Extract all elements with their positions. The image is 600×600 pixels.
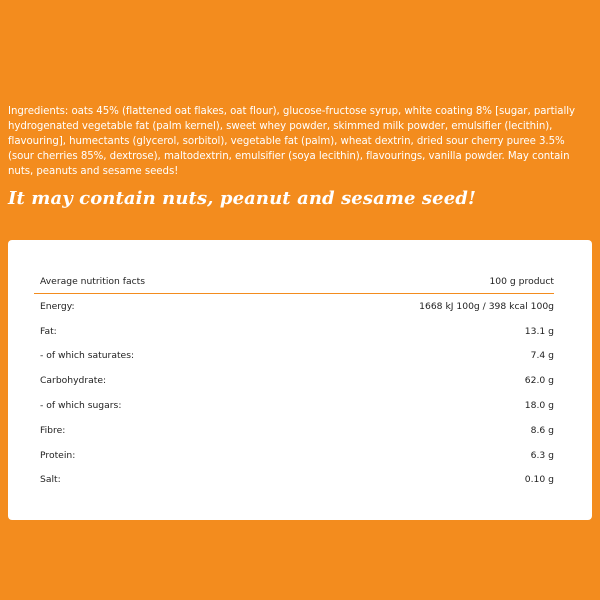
table-row-sugars	[34, 393, 554, 418]
table-row-saturates	[34, 344, 554, 369]
row-label: - of which saturates:	[40, 350, 135, 362]
table-row-fat	[34, 319, 554, 344]
ingredients-text: Ingredients: oats 45% (flattened oat flakes, oat flour), glucose-fructose syrup, white coating 8% [sugar, partially hydrogenated vegetable fat (palm kernel), sweet whey powder, skimmed milk powder, emulsifier (lecithin), flavouring], humectants (glycerol, sorbitol), vegetable fat (palm), wheat dextrin, dried sour cherry puree 3.5% (sour cherries 85%, dextrose), maltodextrin, emulsifier (soya lecithin), flavourings, vanilla powder. May contain nuts, peanuts and sesame seeds!	[8, 106, 576, 177]
row-label: - of which sugars:	[40, 400, 122, 412]
row-value: 0.10 g	[524, 474, 554, 486]
table-row-fibre	[34, 418, 554, 443]
row-label: Fat:	[40, 325, 57, 337]
row-value: 18.0 g	[524, 400, 554, 412]
table-row-energy	[34, 294, 554, 319]
table-row-carbohydrate	[34, 368, 554, 393]
row-value: 1668 kJ 100g / 398 kcal 100g	[419, 300, 554, 312]
table-row-protein	[34, 443, 554, 468]
row-label: Energy:	[40, 300, 75, 312]
header-value: 100 g product	[489, 275, 554, 287]
header-label: Average nutrition facts	[40, 275, 146, 287]
row-value: 7.4 g	[530, 350, 554, 362]
allergen-warning: It may contain nuts, peanut and sesame seed!	[8, 188, 476, 209]
nutrition-table	[34, 269, 554, 492]
row-value: 62.0 g	[524, 375, 554, 387]
row-label: Protein:	[40, 449, 76, 461]
nutrition-table-header	[34, 269, 554, 294]
row-label: Fibre:	[40, 424, 66, 436]
row-value: 13.1 g	[524, 325, 554, 337]
row-label: Salt:	[40, 474, 61, 486]
row-label: Carbohydrate:	[40, 375, 107, 387]
row-value: 6.3 g	[530, 449, 554, 461]
table-row-salt	[34, 468, 554, 493]
nutrition-card	[8, 240, 592, 520]
row-value: 8.6 g	[530, 424, 554, 436]
